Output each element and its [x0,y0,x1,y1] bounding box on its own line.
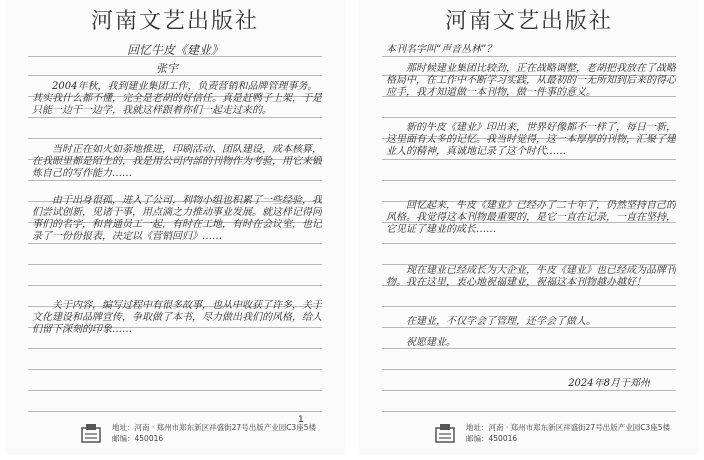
letter-title: 回忆牛皮《建业》 [126,44,223,56]
page-footer [6,420,344,460]
publisher-logo-icon [80,422,102,444]
publisher-logo-icon [434,422,456,444]
publisher-masthead: 河南文艺出版社 [90,9,259,34]
paragraph-4: 回忆起来，牛皮《建业》已经办了二十年了，仍然坚持自己的风格。我觉得这本刊物最重要的，是它一直在记录，一直在坚持，它见证了建业的成长…… [386,200,676,235]
footer-address: 地址：河南 · 郑州市郑东新区祥盛街27号出版产业园C3座5楼 [466,423,670,432]
paragraph-5: 现在建业已经成长为大企业，牛皮《建业》也已经成为品牌刊物。我在这里，衷心地祝福建业，祝福这本刊物越办越好！ [386,265,676,288]
paragraph-1: 2004年秋，我到建业集团工作，负责营销和品牌管理事务。其实我什么都不懂，完全是老胡的好信任。真是赶鸭子上架，于是只能一边干一边学，我就这样跟着你们一起走过来的。 [32,81,322,116]
letter-page-right [360,0,698,454]
paragraph-3: 新的牛皮《建业》印出来，世界好像都不一样了，每日一新，这里面有太多的记忆。我当时觉得，这一本厚厚的刊物，汇聚了建业人的精神，真诚地记录了这个时代…… [386,122,676,157]
page-number: 1 [298,415,304,425]
letter-author: 张宇 [156,63,178,75]
paragraph-7: 祝愿建业。 [406,337,456,348]
publisher-masthead: 河南文艺出版社 [444,9,613,34]
paragraph-3: 由于出身很孤，进入了公司，利物小组也积累了一些经验，我们尝试创新，见诸于事，用点滴之力推动事业发展。就这样记得同事们的名字，和普通员工一起，有时在工地，有时在会议室，也记录了一份份报表，决定以《营销回归》…… [32,195,322,242]
paragraph-4: 关于内容，编写过程中有很多故事，也从中收获了许多，关于文化建设和品牌宣传，争取做了本书，尽力做出我们的风格，给人们留下深刻的印象…… [32,300,322,335]
paragraph-2: 那时候建业集团比较劲，正在战略调整，老胡把我放在了战略格局中，在工作中不断学习实践，从最初的一无所知到后来的得心应手，我才知道做一本刊物，做一件事的意义。 [386,63,676,98]
footer-address: 地址：河南 · 郑州市郑东新区祥盛街27号出版产业园C3座5楼 [112,423,316,432]
paragraph-1: 本刊名字叫“声音丛林”？ [386,44,497,55]
paragraph-2: 当时正在如火如荼地推进，印刷活动、团队建设，成本核算，在我眼里都是陌生的，我是用公司内部的刊物作为考验，用它来锻炼自己的写作能力…… [32,144,322,179]
signature-date: 2024年8月于郑州 [568,378,650,389]
letter-page-left [6,0,344,454]
footer-postcode: 邮编：450016 [466,434,518,443]
footer-postcode: 邮编：450016 [112,434,164,443]
paragraph-6: 在建业，不仅学会了管理，还学会了做人。 [406,316,596,327]
page-footer [360,420,698,460]
